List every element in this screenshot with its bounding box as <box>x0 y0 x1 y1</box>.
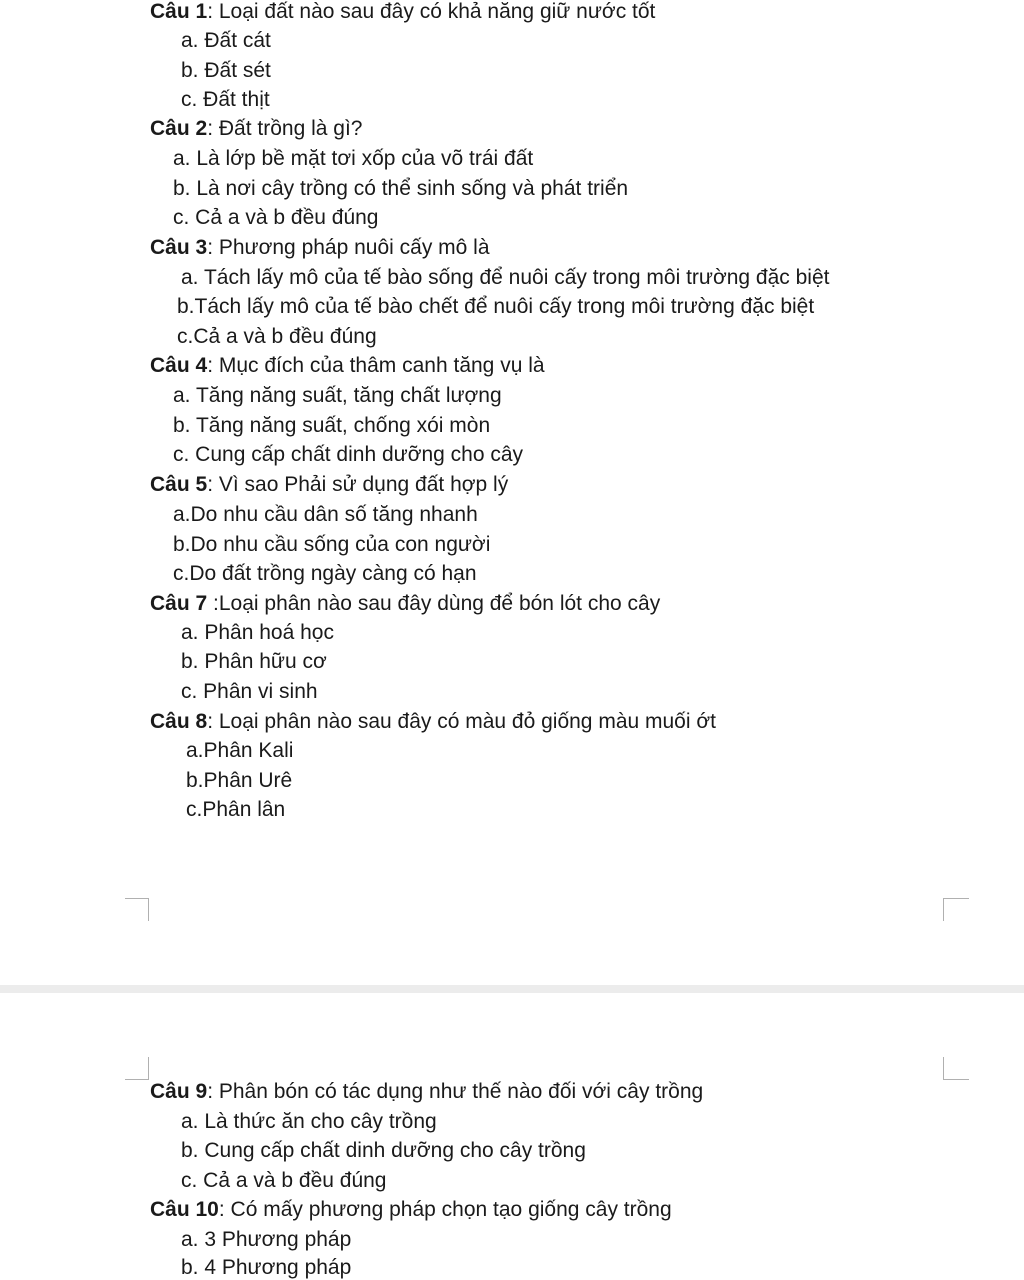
answer-option: c. Đất thịt <box>181 88 270 111</box>
answer-option: c.Do đất trồng ngày càng có hạn <box>173 562 477 585</box>
page-break-gap <box>0 985 1024 993</box>
margin-corner-mark <box>943 898 969 921</box>
answer-option: b. Cung cấp chất dinh dưỡng cho cây trồng <box>181 1139 586 1162</box>
answer-option: a. Đất cát <box>181 29 271 52</box>
question-9: Câu 9: Phân bón có tác dụng như thế nào đối với cây trồng <box>150 1080 704 1103</box>
answer-option: c. Phân vi sinh <box>181 680 318 703</box>
answer-option: b.Do nhu cầu sống của con người <box>173 533 491 556</box>
answer-option: b. Là nơi cây trồng có thể sinh sống và phát triển <box>173 177 629 200</box>
answer-option: b. Phân hữu cơ <box>181 650 327 673</box>
answer-option: c. Cả a và b đều đúng <box>181 1169 387 1192</box>
question-3: Câu 3: Phương pháp nuôi cấy mô là <box>150 236 490 259</box>
answer-option: a. Là lớp bề mặt tơi xốp của võ trái đất <box>173 147 534 170</box>
question-5: Câu 5: Vì sao Phải sử dụng đất hợp lý <box>150 473 509 496</box>
question-1: Câu 1: Loại đất nào sau đây có khả năng giữ nước tốt <box>150 0 656 23</box>
question-2: Câu 2: Đất trồng là gì? <box>150 117 363 140</box>
answer-option: a.Do nhu cầu dân số tăng nhanh <box>173 503 478 526</box>
answer-option: b. Tăng năng suất, chống xói mòn <box>173 414 491 437</box>
answer-option: c. Cung cấp chất dinh dưỡng cho cây <box>173 443 524 466</box>
answer-option: a. Là thức ăn cho cây trồng <box>181 1110 437 1133</box>
question-4: Câu 4: Mục đích của thâm canh tăng vụ là <box>150 354 545 377</box>
answer-option: b.Phân Urê <box>186 769 293 792</box>
margin-corner-mark <box>125 1057 149 1080</box>
margin-corner-mark <box>125 898 149 921</box>
answer-option: b.Tách lấy mô của tế bào chết để nuôi cấy trong môi trường đặc biệt <box>177 295 815 318</box>
answer-option: b. 4 Phương pháp <box>181 1256 352 1279</box>
answer-option: c.Cả a và b đều đúng <box>177 325 377 348</box>
answer-option: a. Tăng năng suất, tăng chất lượng <box>173 384 502 407</box>
answer-option: c.Phân lân <box>186 798 286 821</box>
margin-corner-mark <box>943 1057 969 1080</box>
question-10: Câu 10: Có mấy phương pháp chọn tạo giống cây trồng <box>150 1198 672 1221</box>
answer-option: c. Cả a và b đều đúng <box>173 206 379 229</box>
question-7: Câu 7 :Loại phân nào sau đây dùng để bón lót cho cây <box>150 592 661 615</box>
answer-option: a. Tách lấy mô của tế bào sống để nuôi cấy trong môi trường đặc biệt <box>181 266 830 289</box>
answer-option: b. Đất sét <box>181 59 271 82</box>
answer-option: a. Phân hoá học <box>181 621 334 644</box>
document-page-2 <box>0 993 1024 1280</box>
answer-option: a. 3 Phương pháp <box>181 1228 352 1251</box>
answer-option: a.Phân Kali <box>186 739 294 762</box>
question-8: Câu 8: Loại phân nào sau đây có màu đỏ giống màu muối ớt <box>150 710 716 733</box>
